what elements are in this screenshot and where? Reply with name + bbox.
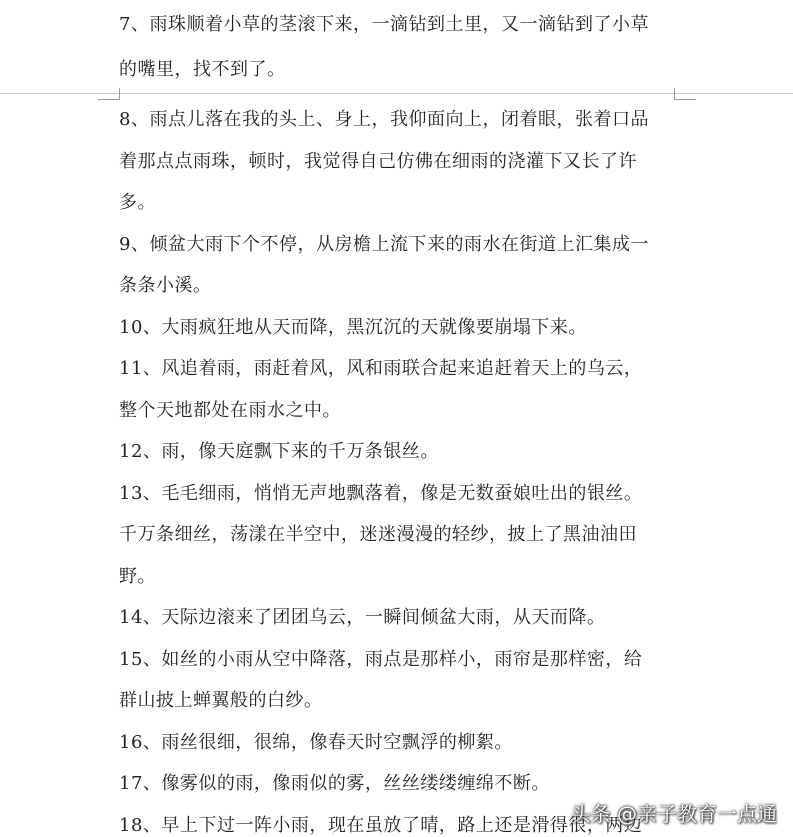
text-line: 条条小溪。	[119, 275, 212, 296]
text-line: 16、雨丝很细，很绵，像春天时空飘浮的柳絮。	[119, 732, 513, 753]
margin-corner-mark-left	[98, 88, 120, 100]
text-line: 8、雨点儿落在我的头上、身上，我仰面向上，闭着眼，张着口品	[119, 109, 649, 130]
text-line: 15、如丝的小雨从空中降落，雨点是那样小，雨帘是那样密，给	[119, 649, 643, 670]
text-line: 14、天际边滚来了团团乌云，一瞬间倾盆大雨，从天而降。	[119, 607, 606, 628]
text-line: 18、早上下过一阵小雨，现在虽放了晴，路上还是滑得很，两边	[119, 815, 643, 836]
text-line: 野。	[119, 566, 156, 587]
text-line: 7、雨珠顺着小草的茎滚下来，一滴钻到土里，又一滴钻到了小草	[119, 14, 649, 35]
text-line: 整个天地都处在雨水之中。	[119, 400, 341, 421]
text-line: 12、雨，像天庭飘下来的千万条银丝。	[119, 441, 439, 462]
text-line: 群山披上蝉翼般的白纱。	[119, 690, 323, 711]
text-line: 千万条细丝，荡漾在半空中，迷迷漫漫的轻纱，披上了黑油油田	[119, 524, 637, 545]
watermark-label: 头条 @亲子教育一点通	[570, 802, 777, 826]
text-line: 11、风追着雨，雨赶着风，风和雨联合起来追赶着天上的乌云，	[119, 358, 643, 379]
text-line: 的嘴里，找不到了。	[119, 59, 286, 80]
text-line: 10、大雨疯狂地从天而降，黑沉沉的天就像要崩塌下来。	[119, 317, 587, 338]
margin-corner-mark-right	[674, 88, 696, 100]
text-line: 17、像雾似的雨，像雨似的雾，丝丝缕缕缠绵不断。	[119, 773, 550, 794]
text-line: 9、倾盆大雨下个不停，从房檐上流下来的雨水在街道上汇集成一	[119, 234, 649, 255]
text-line: 着那点点雨珠，顿时，我觉得自己仿佛在细雨的浇灌下又长了许	[119, 151, 637, 172]
text-line: 13、毛毛细雨，悄悄无声地飘落着，像是无数蚕娘吐出的银丝。	[119, 483, 643, 504]
text-line: 多。	[119, 192, 156, 213]
